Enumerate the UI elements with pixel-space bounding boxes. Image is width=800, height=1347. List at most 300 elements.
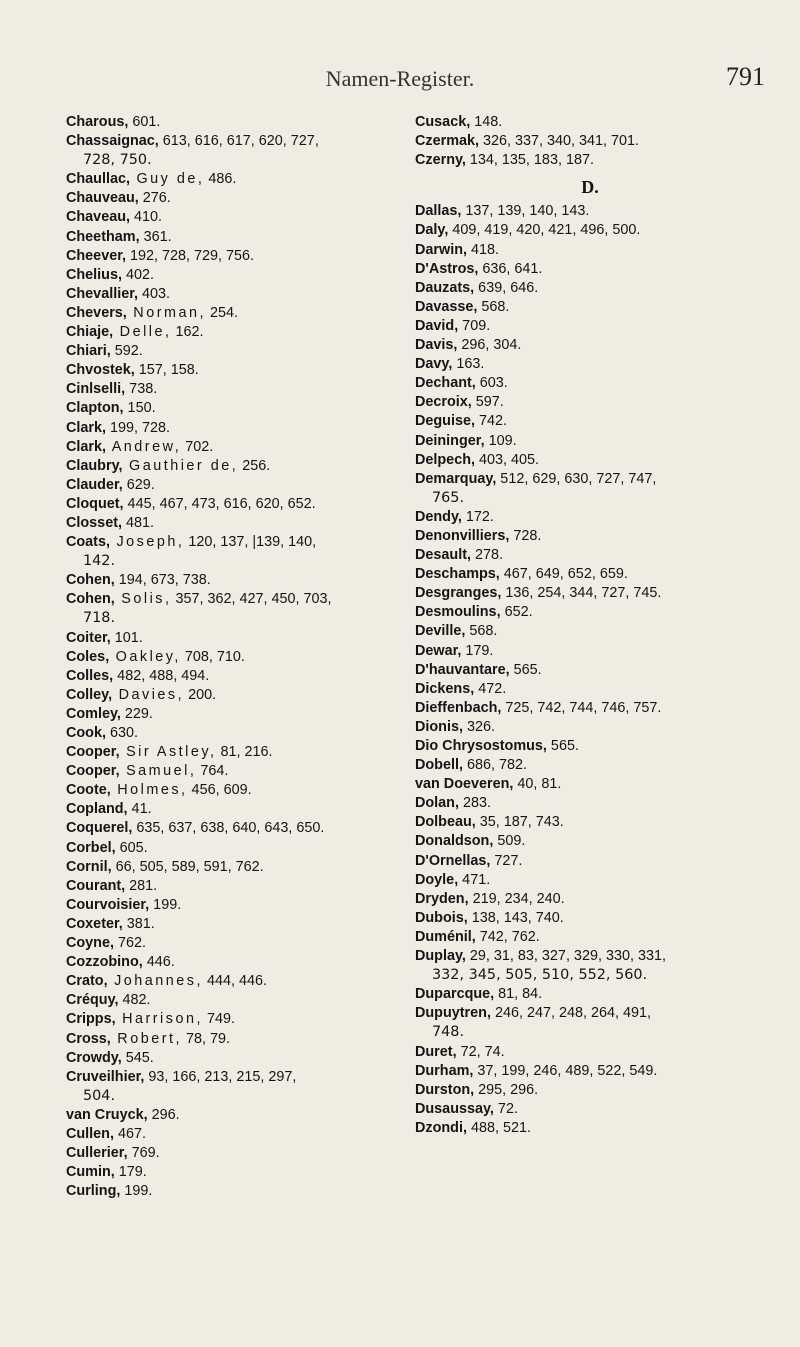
index-entry [66,1182,411,1201]
entry-page-refs: 157, 158. [134,362,199,379]
entry-page-refs: 613, 616, 617, 620, 727, [158,133,319,150]
entry-name: Créquy, [66,992,119,1009]
entry-page-refs: 134, 135, 183, 187. [465,152,594,169]
index-entry [66,1125,411,1144]
entry-name: Dusaussay, [415,1100,494,1117]
index-entry [66,781,411,800]
entry-name: Dryden, [415,890,469,907]
entry-page-refs: 93, 166, 213, 215, 297, [144,1068,297,1085]
section-heading-d: D. [581,177,599,198]
index-entry [415,546,765,565]
entry-page-refs: 179. [114,1164,147,1181]
entry-name: Cohen, [66,591,115,608]
entry-name: Durham, [415,1062,474,1079]
index-entry [66,590,411,628]
entry-name: Daly, [415,222,449,239]
entry-given-name: Andrew, [106,438,182,455]
entry-page-refs: 179. [461,642,494,659]
index-entry [66,934,411,953]
index-entry [415,603,765,622]
entry-page-refs: 605. [115,839,148,856]
entry-page-refs: 29, 31, 83, 327, 329, 330, 331, [465,948,666,965]
index-entry [66,724,411,743]
entry-page-refs: 418. [466,241,499,258]
entry-page-refs-continued: 728, 750. [83,152,152,169]
entry-given-name: Johannes, [107,973,203,990]
index-entry [415,661,765,680]
entry-given-name: Delle, [113,324,172,341]
entry-name: Cullen, [66,1125,114,1142]
entry-given-name: Solis, [114,591,172,608]
entry-given-name: Sir Astley, [119,744,217,761]
entry-name: Chaveau, [66,209,130,226]
entry-name: Cheever, [66,247,127,264]
index-entry [66,208,411,227]
entry-name: Demarquay, [415,470,497,487]
index-entry [415,794,765,813]
entry-page-refs: 326. [462,718,495,735]
index-entry [415,1004,765,1042]
entry-page-refs: 283. [458,795,491,812]
index-entry [66,858,411,877]
entry-page-refs: 636, 641. [478,260,543,277]
entry-name: Dieffenbach, [415,699,502,716]
entry-name: Dionis, [415,718,463,735]
index-entry [66,266,411,285]
index-entry [66,495,411,514]
entry-page-refs: 409, 419, 420, 421, 496, 500. [448,222,641,239]
index-entry [66,304,411,323]
entry-name: Davy, [415,356,453,373]
index-entry [415,756,765,775]
entry-page-refs: 402. [121,266,154,283]
entry-given-name: Davies, [112,686,185,703]
entry-page-refs-continued: 142. [83,553,116,570]
entry-page-refs: 246, 247, 248, 264, 491, [490,1005,651,1022]
index-entry [66,1163,411,1182]
entry-page-refs: 509. [493,833,526,850]
entry-name: Coles, [66,648,110,665]
index-entry [415,718,765,737]
entry-page-refs: 565. [546,738,579,754]
entry-name: Coxeter, [66,915,123,932]
entry-name: Delpech, [415,451,475,468]
index-entry [415,871,765,890]
entry-name: Deininger, [415,432,485,449]
entry-name: D'Astros, [415,260,479,277]
entry-page-refs-continued: 748. [432,1024,465,1041]
index-entry [66,743,411,762]
entry-page-refs: 635, 637, 638, 640, 643, 650. [132,820,325,837]
index-entry [66,819,411,838]
index-entry [415,737,765,756]
index-entry [66,285,411,304]
entry-page-refs: 326, 337, 340, 341, 701. [479,133,640,150]
entry-page-refs: 482, 488, 494. [113,667,210,684]
entry-name: Deschamps, [415,566,500,583]
entry-name: Chaullac, [66,171,130,188]
entry-name: Cross, [66,1030,111,1047]
index-entry [415,527,765,546]
entry-page-refs: 629. [122,476,155,493]
index-entry [415,1043,765,1062]
entry-page-refs: 35, 187, 743. [475,814,564,831]
entry-name: Dendy, [415,508,462,525]
entry-page-refs: 456, 609. [187,782,252,799]
entry-page-refs: 136, 254, 344, 727, 745. [501,585,662,602]
entry-name: Cruveilhier, [66,1068,145,1085]
entry-page-refs: 357, 362, 427, 450, 703, [171,591,332,608]
entry-page-refs: 199. [120,1183,153,1200]
index-entry [415,699,765,718]
index-entry [415,221,765,240]
entry-name: Claubry, [66,457,123,474]
entry-name: Cloquet, [66,495,124,512]
running-header-title: Namen-Register. [325,66,475,91]
entry-name: Coquerel, [66,820,133,837]
index-entry [66,228,411,247]
entry-page-refs: 702. [181,438,214,455]
entry-page-refs: 192, 728, 729, 756. [126,247,255,264]
entry-name: Courant, [66,877,126,894]
entry-name: Duplay, [415,948,466,965]
entry-page-refs: 568. [465,623,498,640]
entry-name: van Doeveren, [415,776,514,793]
entry-name: Dobell, [415,757,463,774]
entry-page-refs: 40, 81. [513,776,562,793]
entry-page-refs: 281. [125,877,158,894]
index-entry [66,972,411,991]
entry-page-refs: 361. [139,228,172,245]
entry-page-refs: 727. [490,852,523,869]
entry-page-refs: 410. [130,209,163,226]
index-entry [66,648,411,667]
entry-page-refs: 200. [184,686,217,703]
entry-name: Durston, [415,1081,475,1098]
index-entry [66,686,411,705]
entry-page-refs: 592. [110,343,143,360]
entry-name: Courvoisier, [66,896,150,913]
entry-page-refs: 709. [458,317,491,334]
index-entry [415,317,765,336]
entry-page-refs: 148. [470,114,503,130]
index-entry [415,947,765,985]
entry-name: Cooper, [66,744,120,761]
entry-name: Deguise, [415,413,475,430]
entry-page-refs: 467, 649, 652, 659. [499,566,628,583]
index-entry [66,877,411,896]
entry-name: Coyne, [66,935,114,952]
entry-name: Desault, [415,547,471,564]
entry-name: Desgranges, [415,585,502,602]
index-entry [66,132,411,170]
entry-page-refs: 254. [205,304,238,321]
entry-page-refs: 72, 74. [456,1043,505,1060]
entry-name: Cooper, [66,763,120,780]
index-entry [415,279,765,298]
entry-page-refs: 738. [125,381,158,398]
entry-given-name: Gauthier de, [122,457,239,474]
index-entry [66,800,411,819]
entry-page-refs: 686, 782. [462,757,527,774]
entry-name: Deville, [415,623,466,640]
index-entry [415,852,765,871]
entry-name: Cook, [66,725,106,741]
entry-name: Coiter, [66,629,111,646]
entry-page-refs: 81, 84. [494,986,543,1003]
index-entry [415,260,765,279]
entry-page-refs: 278. [470,547,503,564]
entry-name: Cusack, [415,114,471,130]
index-entry [66,839,411,858]
entry-name: van Cruyck, [66,1106,148,1123]
entry-page-refs: 296. [147,1106,180,1123]
entry-page-refs: 488, 521. [466,1119,531,1136]
entry-page-refs: 137, 139, 140, 143. [461,203,590,220]
entry-page-refs: 603. [475,375,508,392]
index-entry [415,298,765,317]
entry-page-refs: 742. [474,413,507,430]
entry-name: Clark, [66,438,106,455]
entry-name: Dechant, [415,375,476,392]
entry-name: Duret, [415,1043,457,1060]
entry-name: Dickens, [415,680,475,697]
entry-page-refs: 762. [113,935,146,952]
index-entry [66,1106,411,1125]
entry-page-refs: 219, 234, 240. [468,890,565,907]
index-entry [415,1119,765,1138]
entry-page-refs: 199, 728. [106,419,171,436]
entry-name: Chelius, [66,266,122,283]
index-entry [415,113,765,132]
index-entry [415,393,765,412]
entry-name: Doyle, [415,871,459,888]
entry-name: Charous, [66,114,129,130]
entry-page-refs: 749. [202,1011,235,1028]
entry-name: D'Ornellas, [415,852,491,869]
index-entry [415,1100,765,1119]
index-entry [66,438,411,457]
entry-page-refs: 109. [484,432,517,449]
entry-page-refs: 446. [142,954,175,971]
entry-name: Dewar, [415,642,462,659]
entry-given-name: Holmes, [110,782,188,799]
index-entry [66,476,411,495]
index-entry [66,1049,411,1068]
index-entry [415,412,765,431]
entry-page-refs: 101. [110,629,143,646]
index-entry [415,775,765,794]
index-entry [415,132,765,151]
index-entry [66,323,411,342]
entry-name: Cornil, [66,858,112,875]
entry-page-refs: 482. [118,992,151,1009]
index-entry [66,705,411,724]
entry-name: Crato, [66,973,108,990]
index-entry [415,928,765,947]
entry-page-refs: 256. [238,457,271,474]
entry-name: Chiaje, [66,324,114,341]
entry-name: Clapton, [66,400,124,417]
entry-page-refs: 597. [471,394,504,411]
index-entry [415,1081,765,1100]
entry-page-refs: 512, 629, 630, 727, 747, [496,470,657,487]
index-entry [66,1010,411,1029]
index-entry [415,355,765,374]
entry-name: Cullerier, [66,1145,128,1162]
entry-name: Cumin, [66,1164,115,1181]
index-entry [66,514,411,533]
entry-name: Cohen, [66,572,115,589]
entry-page-refs: 769. [127,1145,160,1162]
entry-name: Duménil, [415,928,476,945]
entry-page-refs: 138, 143, 740. [467,909,564,926]
index-entry [66,170,411,189]
entry-page-refs: 66, 505, 589, 591, 762. [111,858,264,875]
entry-page-refs: 764. [196,763,229,780]
entry-page-refs: 565. [509,661,542,678]
index-entry [66,571,411,590]
entry-name: Colley, [66,686,113,703]
entry-name: Dolbeau, [415,814,476,831]
entry-page-refs: 163. [452,356,485,373]
entry-name: Closset, [66,514,122,531]
entry-name: Crowdy, [66,1049,122,1066]
index-entry [415,565,765,584]
entry-name: Dauzats, [415,279,475,296]
entry-page-refs: 472. [474,680,507,697]
entry-page-refs: 708, 710. [180,648,245,665]
entry-page-refs: 486. [204,171,237,188]
entry-name: Donaldson, [415,833,494,850]
entry-page-refs: 630. [105,725,138,741]
index-entry [415,508,765,527]
entry-page-refs: 639, 646. [474,279,539,296]
entry-name: Chauveau, [66,190,139,207]
entry-page-refs: 403. [138,285,171,302]
entry-page-refs: 545. [121,1049,154,1066]
index-entry [66,629,411,648]
entry-name: Davasse, [415,298,478,315]
entry-name: Darwin, [415,241,467,258]
entry-page-refs: 481. [121,514,154,531]
index-entry [415,151,765,170]
entry-name: Coote, [66,782,111,799]
index-entry [415,1062,765,1081]
entry-page-refs: 276. [138,190,171,207]
entry-page-refs: 296, 304. [457,337,522,354]
index-entry [415,680,765,699]
index-entry [415,622,765,641]
entry-name: Dubois, [415,909,468,926]
entry-given-name: Robert, [110,1030,182,1047]
entry-name: Clark, [66,419,106,436]
index-column-right [415,113,765,1138]
entry-name: Dupuytren, [415,1005,491,1022]
entry-page-refs: 120, 137, |139, 140, [184,534,317,551]
index-entry [415,374,765,393]
index-entry [66,896,411,915]
entry-name: D'hauvantare, [415,661,510,678]
entry-page-refs: 162. [171,324,204,341]
entry-given-name: Guy de, [129,171,205,188]
entry-name: Cheetham, [66,228,140,245]
index-entry [415,909,765,928]
index-entry [66,419,411,438]
entry-name: Coats, [66,534,110,551]
entry-page-refs: 568. [477,298,510,315]
index-entry [415,432,765,451]
entry-name: Corbel, [66,839,116,856]
entry-name: Davis, [415,337,458,354]
entry-name: Czermak, [415,133,479,150]
entry-page-refs: 172. [461,508,494,525]
entry-page-refs: 445, 467, 473, 616, 620, 652. [123,495,316,512]
entry-name: David, [415,317,459,334]
entry-name: Dolan, [415,795,459,812]
entry-page-refs: 72. [493,1100,518,1117]
index-entry [66,533,411,571]
entry-name: Desmoulins, [415,604,501,621]
index-entry [415,241,765,260]
entry-page-refs: 652. [500,604,533,621]
entry-name: Cozzobino, [66,954,143,971]
entry-name: Cinlselli, [66,381,126,398]
entry-name: Cripps, [66,1011,116,1028]
entry-page-refs: 81, 216. [216,744,273,761]
entry-name: Dallas, [415,203,462,220]
entry-name: Dio Chrysostomus, [415,738,547,754]
index-entry [66,113,411,132]
index-entry [66,1144,411,1163]
index-entry [415,451,765,470]
entry-page-refs: 467. [113,1125,146,1142]
index-entry [66,399,411,418]
index-entry [415,202,765,221]
index-entry [415,890,765,909]
index-entry [66,247,411,266]
index-entry [66,915,411,934]
entry-name: Decroix, [415,394,472,411]
index-entry [66,189,411,208]
entry-name: Chevallier, [66,285,138,302]
entry-name: Chvostek, [66,362,135,379]
index-entry [415,642,765,661]
index-entry [66,380,411,399]
entry-page-refs: 601. [128,114,161,130]
index-entry [66,991,411,1010]
entry-page-refs: 78, 79. [182,1030,231,1047]
entry-given-name: Samuel, [119,763,197,780]
entry-name: Duparcque, [415,986,495,1003]
entry-given-name: Norman, [126,304,206,321]
index-entry [66,667,411,686]
entry-page-refs-continued: 718. [83,610,116,627]
index-entry [66,457,411,476]
entry-page-refs: 194, 673, 738. [114,572,211,589]
entry-page-refs: 381. [122,915,155,932]
entry-name: Clauder, [66,476,123,493]
index-entry [66,1068,411,1106]
entry-page-refs: 742, 762. [475,928,540,945]
entry-name: Chevers, [66,304,127,321]
entry-page-refs: 199. [149,896,182,913]
entry-page-refs-continued: 504. [83,1087,116,1104]
index-column-left [66,113,411,1201]
entry-page-refs: 471. [458,871,491,888]
entry-page-refs: 295, 296. [474,1081,539,1098]
index-entry [415,336,765,355]
